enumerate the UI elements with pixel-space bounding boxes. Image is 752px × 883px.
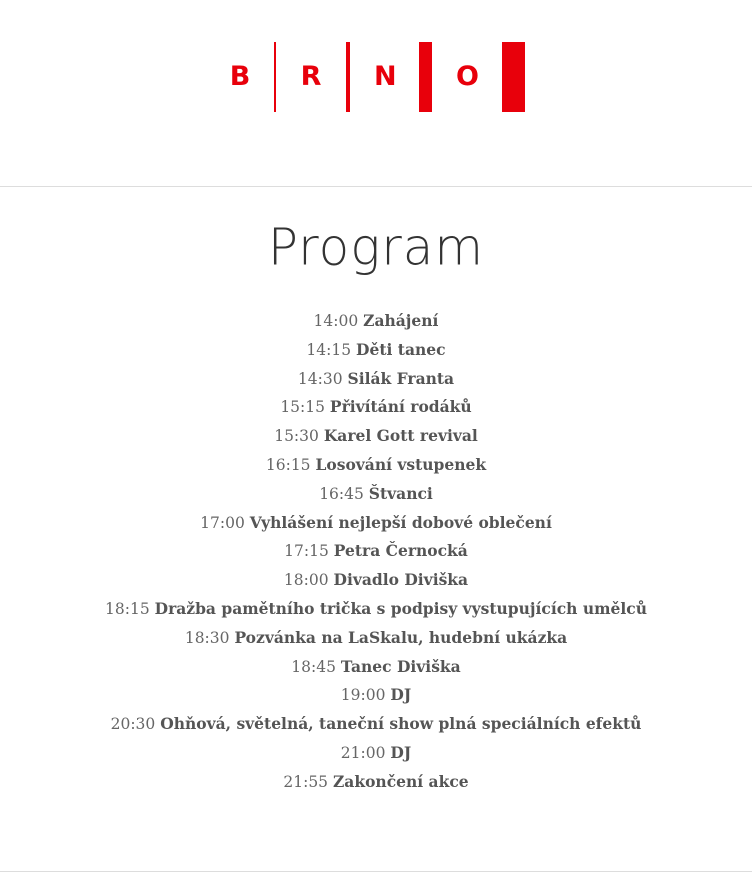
program-item-name: Zakončení akce (332, 771, 469, 791)
program-item-name: Silák Franta (347, 368, 455, 388)
program-item-time: 18:30 (184, 628, 230, 647)
site-header (0, 0, 752, 187)
program-item-time: 17:00 (200, 513, 245, 532)
program-item-name: DJ (390, 742, 412, 762)
logo-letter-o: O (456, 61, 479, 92)
program-item (0, 653, 752, 682)
program-item-time: 21:00 (340, 743, 386, 762)
header-divider (0, 186, 752, 187)
logo-bar-widest (502, 42, 525, 112)
program-item (0, 509, 752, 538)
program-item (0, 624, 752, 653)
program-item-name: Štvanci (368, 483, 433, 503)
program-item-time: 21:55 (283, 772, 329, 791)
program-item-name: Pozvánka na LaSkalu, hudební ukázka (234, 627, 568, 647)
program-item-name: Zahájení (363, 311, 439, 330)
program-item-time: 18:15 (105, 599, 150, 618)
program-item-time: 18:45 (291, 657, 336, 676)
program-item (0, 537, 752, 566)
program-item (0, 681, 752, 710)
program-item (0, 739, 752, 768)
program-item-name: Přivítání rodáků (329, 397, 472, 417)
footer-divider (0, 871, 752, 872)
program-item (0, 480, 752, 509)
program-item-time: 18:00 (283, 571, 329, 590)
program-item-time: 14:30 (297, 369, 343, 388)
program-item (0, 710, 752, 739)
page-title: Program (267, 217, 485, 277)
program-item (0, 365, 752, 394)
program-list (0, 307, 752, 797)
program-item (0, 451, 752, 480)
program-item-time: 14:00 (313, 312, 359, 330)
logo-letter-b: B (229, 61, 251, 92)
logo-letter-r: R (300, 61, 322, 92)
program-item-name: Děti tanec (356, 339, 446, 359)
program-item-time: 20:30 (110, 715, 156, 734)
program-item-time: 15:30 (274, 427, 319, 446)
program-item-time: 15:15 (280, 398, 325, 417)
program-item-name: Ohňová, světelná, taneční show plná speciálních efektů (160, 714, 642, 734)
program-item (0, 393, 752, 422)
program-item-time: 14:15 (306, 340, 352, 359)
logo-bar-medium (346, 42, 350, 112)
program-item (0, 595, 752, 624)
program-item-name: Karel Gott revival (323, 426, 478, 446)
program-item-time: 16:45 (319, 484, 364, 503)
logo-bar-wide (419, 42, 432, 112)
program-item-name: Losování vstupenek (315, 454, 487, 474)
program-item-name: Dražba pamětního trička s podpisy vystupujících umělců (154, 598, 647, 618)
program-item-name: Divadlo Diviška (333, 570, 469, 590)
program-item (0, 768, 752, 797)
program-item-time: 19:00 (340, 686, 386, 705)
program-item-name: DJ (390, 685, 412, 705)
brno-logo[interactable] (229, 42, 525, 112)
logo-letter-n: N (374, 61, 397, 92)
program-item-time: 17:15 (284, 542, 329, 561)
program-item (0, 422, 752, 451)
logo-bar-thin (274, 42, 276, 112)
program-item-name: Petra Černocká (333, 541, 468, 561)
program-item (0, 336, 752, 365)
program-item-time: 16:15 (265, 455, 311, 474)
program-item (0, 307, 752, 336)
program-item (0, 566, 752, 595)
program-item-name: Tanec Diviška (340, 656, 461, 676)
program-item-name: Vyhlášení nejlepší dobové oblečení (249, 512, 552, 532)
